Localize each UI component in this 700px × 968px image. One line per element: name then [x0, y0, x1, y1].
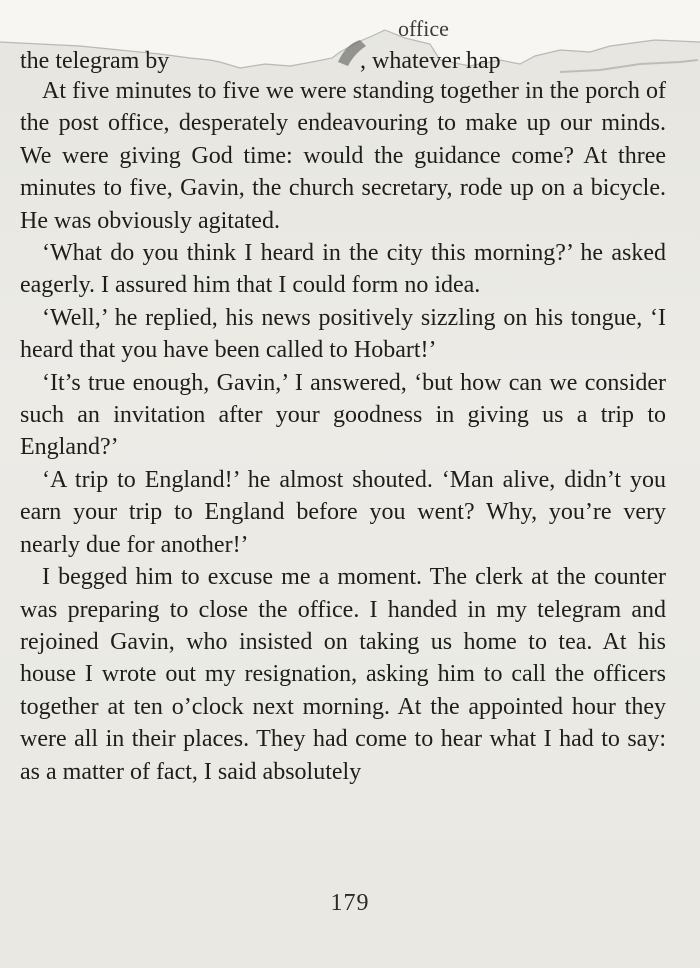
torn-smudge-right	[560, 60, 698, 72]
paragraph: ‘A trip to England!’ he almost shouted. ‘Man alive, didn’t you earn your trip to England before you went? Why, you’re very nearly due for another!’	[20, 466, 666, 558]
body-text	[20, 75, 666, 788]
paragraph: ‘It’s true enough, Gavin,’ I answered, ‘but how can we consider such an invitation after your goodness in giving us a trip to England?’	[20, 369, 666, 461]
page-number: 179	[330, 890, 370, 916]
first-line-left-text: the telegram by	[20, 48, 170, 74]
paragraph: ‘Well,’ he replied, his news positively sizzling on his tongue, ‘I heard that you have been called to Hobart!’	[20, 304, 666, 364]
paragraph: At five minutes to five we were standing together in the porch of the post office, desperately endeavouring to make up our minds. We were giving God time: would the guidance come? At three minutes to five, Gavin, the church secretary, rode up on a bicycle. He was obviously agitated.	[20, 78, 666, 234]
paragraph: ‘What do you think I heard in the city this morning?’ he asked eagerly. I assured him that I could form no idea.	[20, 240, 666, 299]
torn-text-fragment: office	[398, 16, 449, 41]
first-line-right-text: , whatever hap	[360, 48, 501, 74]
paragraph: I begged him to excuse me a moment. The clerk at the counter was preparing to close the office. I handed in my telegram and rejoined Gavin, who insisted on taking us home to tea. At his house I wrote out my resignation, asking him to call the officers together at ten o’clock next morning. At the appointed hour they were all in their places. They had come to hear what I had to say: as a matter of fact, I said absolutely	[20, 564, 666, 785]
